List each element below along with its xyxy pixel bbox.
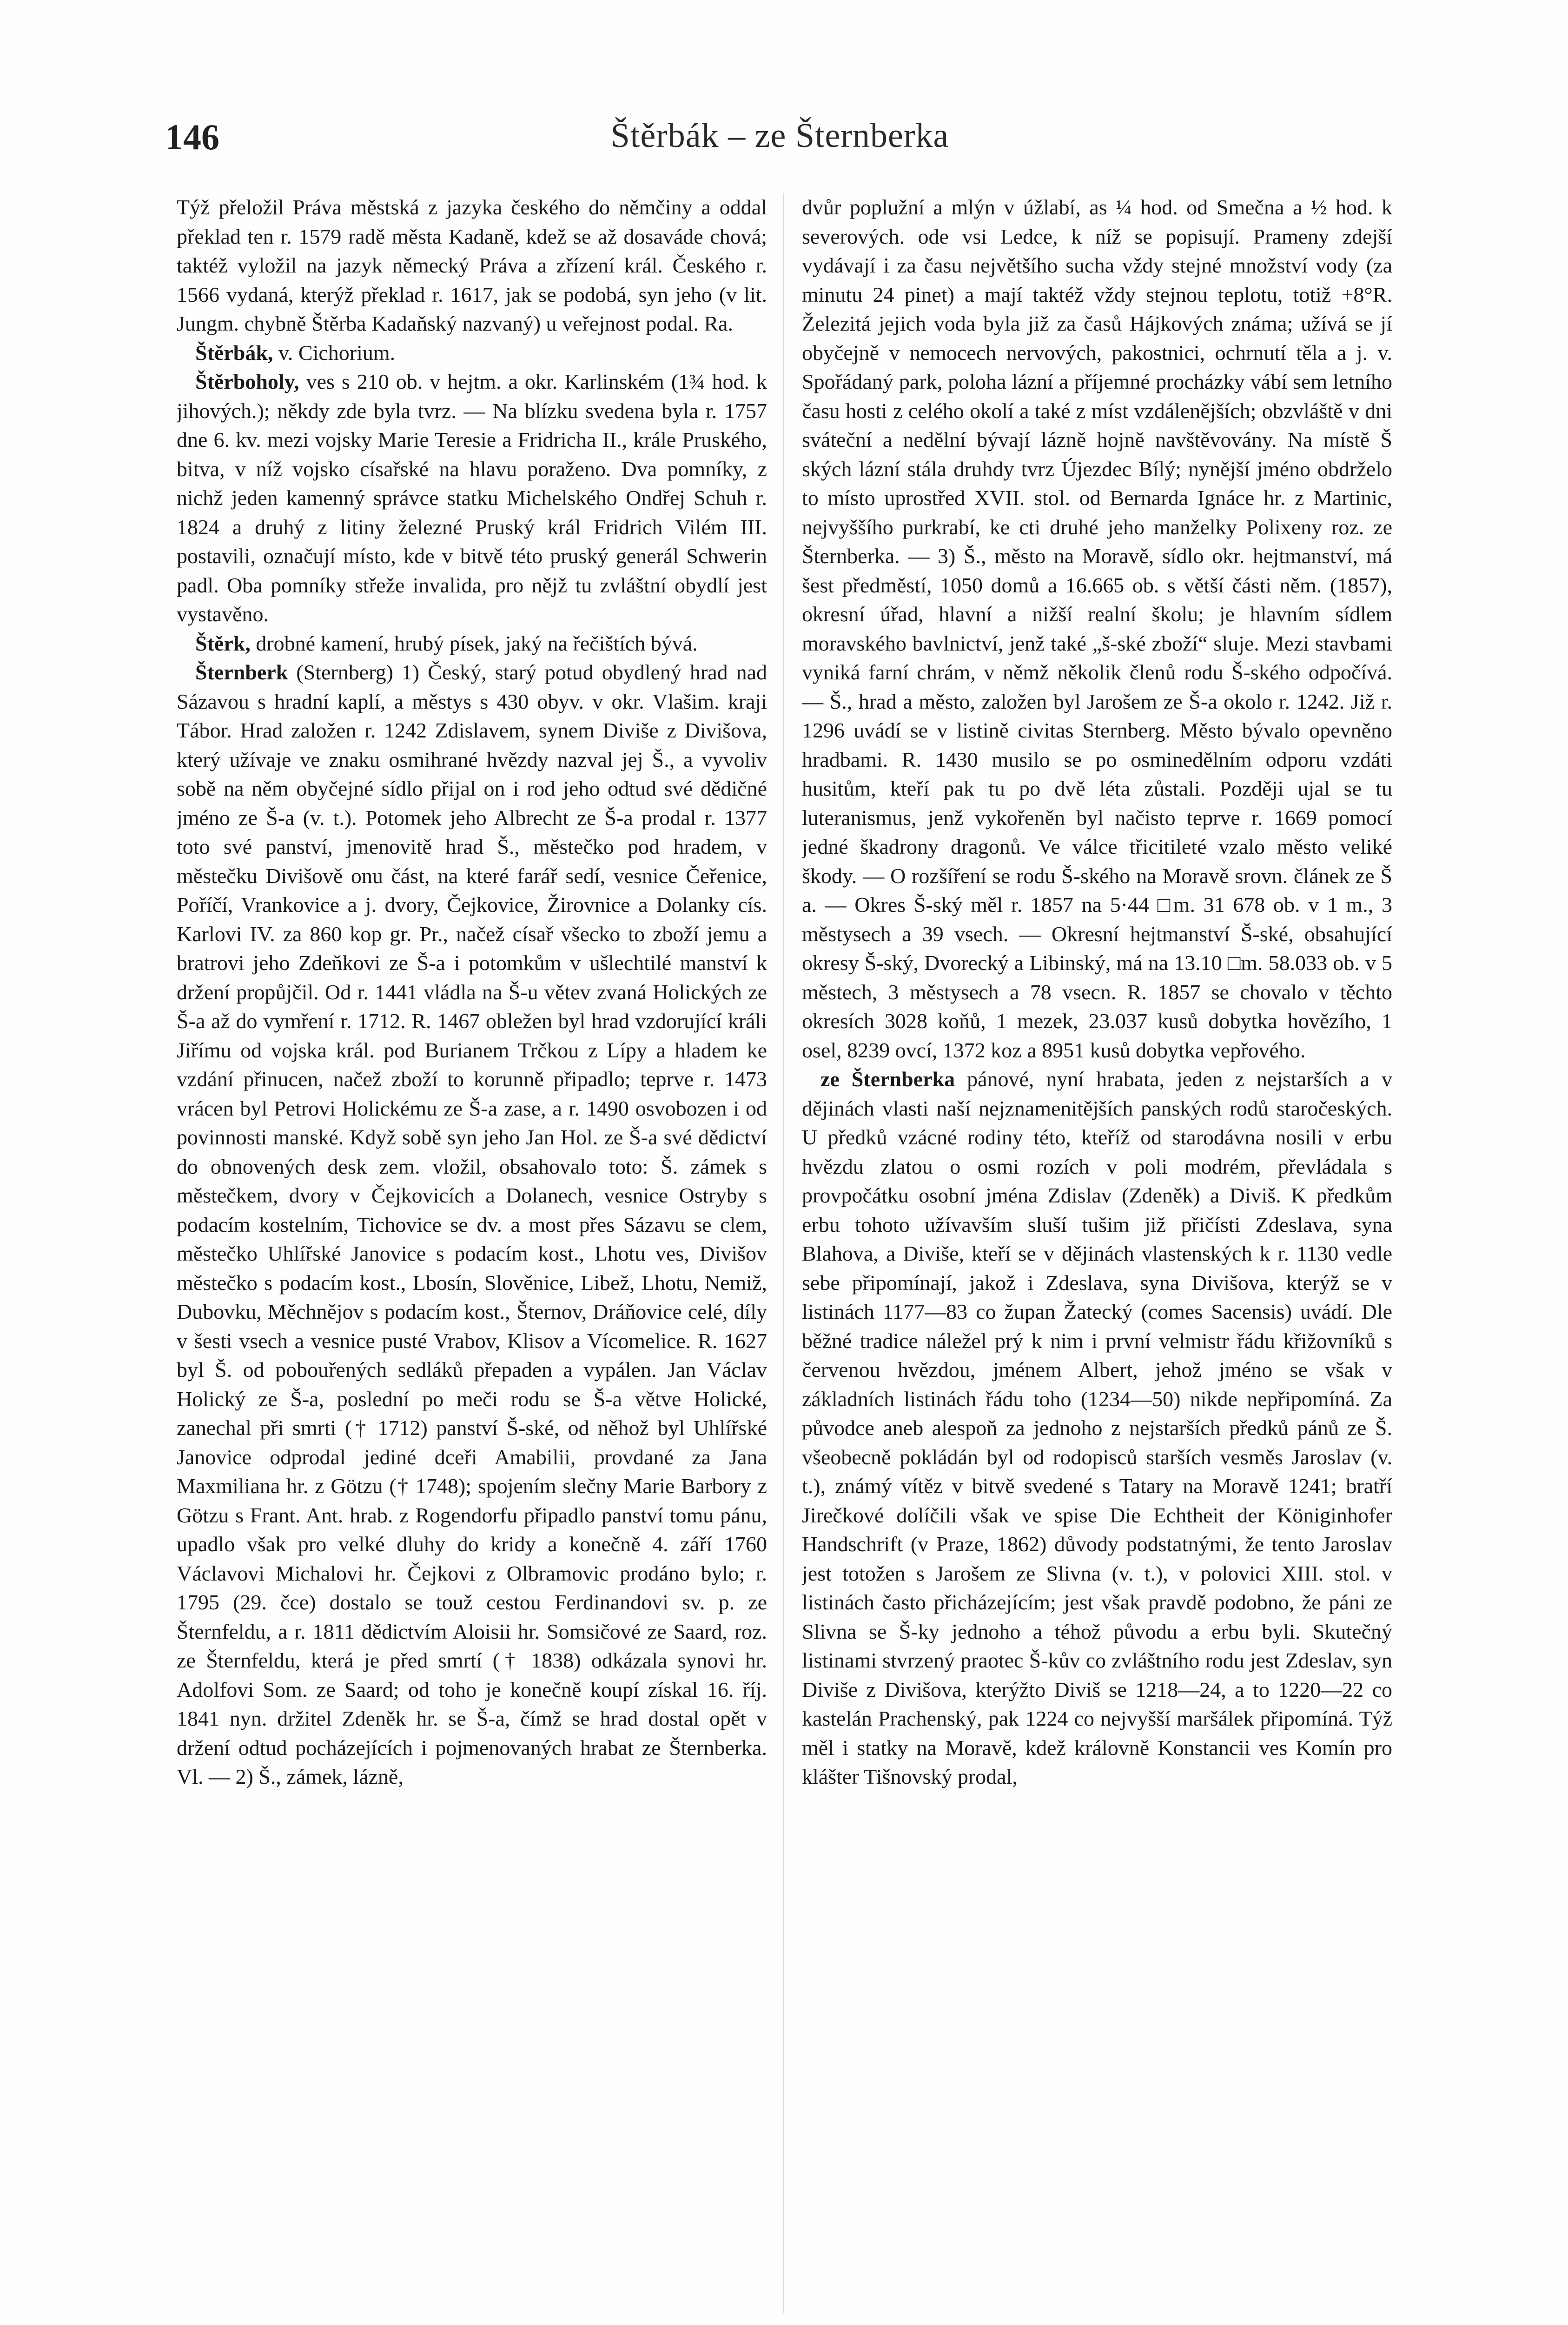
column-divider (783, 193, 784, 2313)
entry-paragraph (177, 193, 767, 339)
entry-paragraph (802, 1065, 1392, 1792)
entry-text: (Sternberg) 1) Český, starý potud obydlený hrad nad Sázavou s hradní kaplí, a městys s 430 obyv. v okr. Vlašim. kraji Tábor. Hrad založen r. 1242 Zdislavem, synem Diviše z Divišova, který užívaje ve znaku osmihrané hvězdy nazval jej Š., a vyvoliv sobě na něm obyčejné sídlo přijal on i rod jeho odtud své dědičné jméno ze Š-a (v. t.). Potomek jeho Albrecht ze Š-a prodal r. 1377 toto své panství, jmenovitě hrad Š., městečko pod hradem, v městečku Divišově onu část, na které farář sedí, vesnice Čeřenice, Poříčí, Vrankovice a j. dvory, Čejkovice, Žirovnice a Dolanky cís. Karlovi IV. za 860 kop gr. Pr., načež císař všecko to zboží jemu a bratrovi jeho Zdeňkovi ze Š-a i potomkům v ušlechtilé manství k držení propůjčil. Od r. 1441 vládla na Š-u větev zvaná Holických ze Š-a až do vymření r. 1712. R. 1467 obležen byl hrad vzdorující králi Jiřímu od vojska král. pod Burianem Trčkou z Lípy a hladem ke vzdání přinucen, načež zboží to korunně připadlo; teprve r. 1473 vrácen byl Petrovi Holickému ze Š-a zase, a r. 1490 osvobozen i od povinnosti manské. Když sobě syn jeho Jan Hol. ze Š-a své dědictví do obnovených desk zem. vložil, obsahovalo toto: Š. zámek s městečkem, dvory v Čejkovicích a Dolanech, vesnice Ostryby s podacím kostelním, Tichovice se dv. a most přes Sázavu se clem, městečko Uhlířské Janovice s podacím kost., Lhotu ves, Divišov městečko s podacím kost., Lbosín, Slověnice, Libež, Lhotu, Nemiž, Dubovku, Měchnějov s podacím kost., Šternov, Dráňovice celé, díly v šesti vsech a vesnice pusté Vrabov, Klisov a Vícomelice. R. 1627 byl Š. od pobouřených sedláků přepaden a vypálen. Jan Václav Holický ze Š-a, poslední po meči rodu se Š-a větve Holické, zanechal při smrti († 1712) panství Š-ské, od něhož byl Uhlířské Janovice odprodal jediné dceři Amabilii, provdané za Jana Maxmiliana hr. z Götzu († 1748); spojením slečny Marie Barbory z Götzu s Frant. Ant. hrab. z Rogendorfu připadlo panství tomu pánu, upadlo však pro velké dluhy do kridy a konečně 4. září 1760 Václavovi Michalovi hr. Čejkovi z Olbramovic prodáno bylo; r. 1795 (29. čce) dostalo se touž cestou Ferdinandovi sv. p. ze Šternfeldu, a r. 1811 dědictvím Aloisii hr. Somsičové ze Saard, roz. ze Šternfeldu, která je před smrtí († 1838) odkázala synovi hr. Adolfovi Som. ze Saard; od toho je konečně koupí získal 16. říj. 1841 nyn. držitel Zdeněk hr. se Š-a, čímž se hrad dostal opět v držení odtud pocházejících i pojmenovaných hrabat ze Šternberka. Vl. — 2) Š., zámek, lázně, (177, 660, 767, 1788)
text-columns (177, 193, 1392, 2313)
entry-paragraph (177, 629, 767, 658)
entry-headword: Štěrboholy, (195, 370, 299, 393)
page-header (165, 112, 1395, 167)
page-number: 146 (165, 117, 219, 157)
left-column (177, 193, 767, 2313)
entry-text: v. Cichorium. (278, 340, 396, 365)
entry-headword: Šternberk (195, 660, 288, 684)
entry-text: pánové, nyní hrabata, jeden z nejstarších a v dějinách vlasti naší nejznamenitějších panských rodů staročeských. U předků vzácné rodiny této, kteříž od starodávna nosili v erbu hvězdu zlatou o osmi rozích v poli modrém, převládala s provpočátku osobní jména Zdislav (Zdeněk) a Diviš. K předkům erbu tohoto užívavším sluší tušim již přičísti Zdeslava, syna Blahova, a Diviše, kteří se v dějinách vlastenských k r. 1130 vedle sebe připomínají, jakož i Zdeslava, syna Divišova, kterýž se v listinách 1177—83 co župan Žatecký (comes Sacensis) uvádí. Dle běžné tradice náležel prý k nim i první velmistr řádu křižovníků s červenou hvězdou, jménem Albert, jehož jméno se však v základních listinách řádu toho (1234—50) nikde nepřipomíná. Za původce aneb alespoň za jednoho z nejstarších předků pánů ze Š. všeobecně pokládán byl od rodopisců starších vesměs Jaroslav (v. t.), známý vítěz v bitvě svedené s Tatary na Moravě 1241; bratří Jirečkové dolíčili však ve spise Die Echtheit der Königinhofer Handschrift (v Praze, 1862) důvody podstatnými, že tento Jaroslav jest totožen s Jarošem ze Slivna (v. t.), v polovici XIII. stol. v listinách často přicházejícím; jest však pravdě podobno, že páni ze Slivna se Š-ky jednoho a téhož původu a erbu byli. Skutečný listinami stvrzený praotec Š-kův co zvláštního rodu jest Zdeslav, syn Diviše z Divišova, kterýžto Diviš se 1218—24, a to 1220—22 co kastelán Prachenský, pak 1224 co nejvyšší maršálek připomíná. Týž měl i statky na Moravě, kdež královně Konstancii ves Komín pro klášter Tišnovský prodal, (802, 1067, 1392, 1788)
right-column (802, 193, 1392, 2313)
running-title: Štěrbák – ze Šternberka (610, 117, 949, 155)
entry-text: Týž přeložil Práva městská z jazyka českého do němčiny a oddal překlad ten r. 1579 radě města Kadaně, kdež se až dosaváde chová; taktéž vyložil na jazyk německý Práva a zřízení král. Českého r. 1566 vydaná, kterýž překlad r. 1617, jak se podobá, syn jeho (v lit. Jungm. chybně Štěrba Kadaňský nazvaný) u veřejnost podal. Ra. (177, 195, 767, 335)
entry-paragraph (802, 193, 1392, 1065)
entry-headword: Štěrbák, (195, 340, 273, 365)
entry-headword: ze Šternberka (820, 1067, 955, 1091)
entry-paragraph (177, 367, 767, 629)
entry-text: drobné kamení, hrubý písek, jaký na řečištích bývá. (256, 631, 698, 655)
entry-text: ves s 210 ob. v hejtm. a okr. Karlinském (1¾ hod. k jihových.); někdy zde byla tvrz. — Na blízku svedena byla r. 1757 dne 6. kv. mezi vojsky Marie Teresie a Fridricha II., krále Pruského, bitva, v níž vojsko císařské na hlavu poraženo. Dva pomníky, z nichž jeden kamenný správce statku Michelského Ondřej Schuh r. 1824 a druhý z litiny železné Pruský král Fridrich Vilém III. postavili, označují místo, kde v bitvě této pruský generál Schwerin padl. Oba pomníky střeže invalida, pro nějž tu zvláštní obydlí jest vystavěno. (177, 370, 767, 626)
entry-headword: Štěrk, (195, 631, 251, 655)
entry-paragraph (177, 658, 767, 1792)
entry-paragraph (177, 339, 767, 368)
entry-text: dvůr poplužní a mlýn v úžlabí, as ¼ hod. od Smečna a ½ hod. k severových. ode vsi Ledce, k níž se popisují. Prameny zdejší vydávají i za času největšího sucha vždy stejné množství vody (za minutu 24 pinet) a mají taktéž vždy stejnou teplotu, totiž +8°R. Železitá jejich voda byla již za časů Hájkových známa; užívá se jí obyčejně v nemocech nervových, pakostnici, ochrnutí těla a j. v. Spořádaný park, poloha lázní a příjemné procházky vábí sem letního času hosti z celého okolí a také z míst vzdálenějších; obzvláště v dni sváteční a nedělní bývají lázně hojně navštěvovány. Na místě Š ských lázní stála druhdy tvrz Újezdec Bílý; nynější jméno obdrželo to místo uprostřed XVII. stol. od Bernarda Ignáce hr. z Martinic, nejvyššího purkrabí, ke cti druhé jeho manželky Polixeny roz. ze Šternberka. — 3) Š., město na Moravě, sídlo okr. hejtmanství, má šest předměstí, 1050 domů a 16.665 ob. s větší části něm. (1857), okresní úřad, hlavní a nižší realní školu; je hlavním sídlem moravského bavlnictví, jenž také „š-ské zboží“ sluje. Mezi stavbami vyniká farní chrám, v němž několik členů rodu Š-ského odpočívá. — Š., hrad a město, založen byl Jarošem ze Š-a okolo r. 1242. Již r. 1296 uvádí se v listině civitas Sternberg. Město bývalo opevněno hradbami. R. 1430 musilo se po osminedělním odporu vzdáti husitům, kteří pak tu po dvě léta zůstali. Později ujal se tu luteranismus, jenž vykořeněn byl načisto teprve r. 1669 pomocí jedné škadrony dragonů. Ve válce třicitileté vzalo město veliké škody. — O rozšíření se rodu Š-ského na Moravě srovn. článek ze Š a. — Okres Š-ský měl r. 1857 na 5·44 □m. 31 678 ob. v 1 m., 3 městysech a 39 vsech. — Okresní hejtmanství Š-ské, obsahující okresy Š-ský, Dvorecký a Libinský, má na 13.10 □m. 58.033 ob. v 5 městech, 3 městysech a 78 vsecn. R. 1857 se chovalo v těchto okresích 3028 koňů, 1 mezek, 23.037 kusů dobytka hovězího, 1 osel, 8239 ovcí, 1372 koz a 8951 kusů dobytka vepřového. (802, 195, 1392, 1062)
